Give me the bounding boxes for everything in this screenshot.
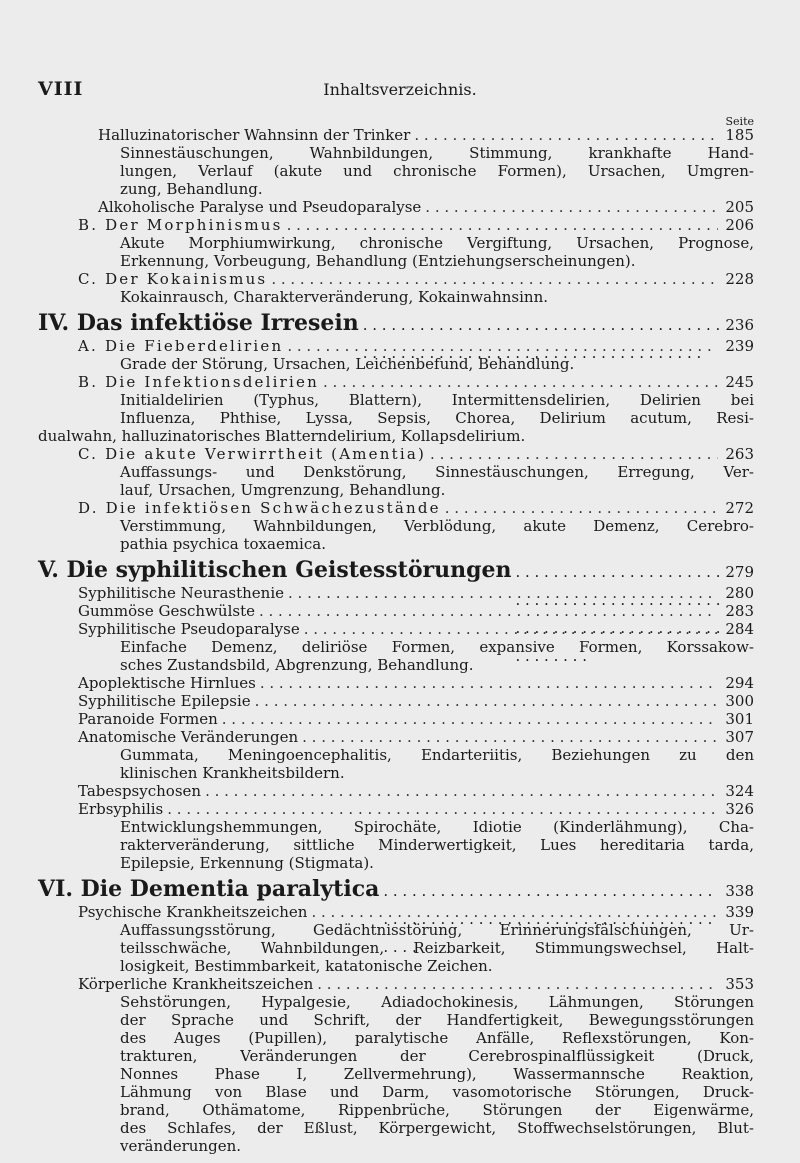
toc-entry — [38, 903, 754, 921]
entry-page: 245 — [725, 373, 754, 391]
description-line: des Auges (Pupillen), paralytische Anfälle, Reflexstörungen, Kon- — [120, 1029, 754, 1047]
description-line: des Schlafes, der Eßlust, Körpergewicht, Stoffwechselstörungen, Blut- — [120, 1119, 754, 1137]
leader-dots — [167, 800, 718, 818]
description-line: Epilepsie, Erkennung (Stigmata). — [120, 854, 374, 872]
leader-dots — [255, 692, 718, 710]
leader-dots — [323, 373, 718, 391]
entry-page: 339 — [725, 903, 754, 921]
entry-description — [38, 288, 754, 306]
entry-label: Apoplektische Hirnlues — [78, 674, 256, 692]
leader-dots — [205, 782, 718, 800]
entry-page: 324 — [725, 782, 754, 800]
leader-dots — [430, 445, 718, 463]
entry-page: 300 — [725, 692, 754, 710]
chapter-title: IV. Das infektiöse Irresein — [38, 310, 359, 336]
entry-description — [38, 993, 754, 1155]
entry-page: 301 — [725, 710, 754, 728]
entry-page: 205 — [725, 198, 754, 216]
leader-dots — [259, 602, 718, 620]
description-line: losigkeit, Bestimmbarkeit, katatonische Zeichen. — [120, 957, 493, 975]
entry-page: 228 — [725, 270, 754, 288]
entry-page: 283 — [725, 602, 754, 620]
entry-description — [38, 517, 754, 553]
entry-page: 272 — [725, 499, 754, 517]
description-line: Akute Morphiumwirkung, chronische Vergiftung, Ursachen, Prognose, — [120, 234, 754, 252]
page-number: VIII — [38, 78, 84, 100]
description-line: Initialdelirien (Typhus, Blattern), Intermittensdelirien, Delirien bei — [120, 391, 754, 409]
toc-entry — [38, 216, 754, 234]
toc-entry — [38, 602, 754, 620]
leader-dots — [288, 584, 718, 602]
entry-description — [38, 746, 754, 782]
entry-label: Syphilitische Pseudoparalyse — [78, 620, 300, 638]
entry-label: A. Die Fieberdelirien — [78, 337, 284, 355]
entry-label: Halluzinatorischer Wahnsinn der Trinker — [98, 126, 411, 144]
description-line: Gummata, Meningoencephalitis, Endarteriitis, Beziehungen zu den — [120, 746, 754, 764]
entry-page: 284 — [725, 620, 754, 638]
toc-entry — [38, 692, 754, 710]
toc-entry — [38, 373, 754, 391]
toc-entry — [38, 337, 754, 355]
entry-label: C. Die akute Verwirrtheit (Amentia) — [78, 445, 427, 463]
chapter-heading — [38, 875, 754, 903]
leader-dots — [287, 216, 718, 234]
entry-page: 294 — [725, 674, 754, 692]
chapter-heading — [38, 309, 754, 337]
description-line: Grade der Störung, Ursachen, Leichenbefund, Behandlung. — [120, 355, 575, 373]
description-line: lauf, Ursachen, Umgrenzung, Behandlung. — [120, 481, 446, 499]
entry-label: Gummöse Geschwülste — [78, 602, 255, 620]
chapter-heading — [38, 556, 754, 584]
entry-label: Alkoholische Paralyse und Pseudoparalyse — [98, 198, 422, 216]
description-line: Kokainrausch, Charakterveränderung, Kokainwahnsinn. — [120, 288, 548, 306]
toc-entry — [38, 975, 754, 993]
description-line: Sehstörungen, Hypalgesie, Adiadochokinesis, Lähmungen, Störungen — [120, 993, 754, 1011]
entry-label: C. Der Kokainismus — [78, 270, 268, 288]
entry-label: Paranoide Formen — [78, 710, 218, 728]
description-line: Verstimmung, Wahnbildungen, Verblödung, akute Demenz, Cerebro- — [120, 517, 754, 535]
toc-entry — [38, 620, 754, 638]
entry-description — [38, 921, 754, 975]
entry-label: B. Der Morphinismus — [78, 216, 283, 234]
chapter-page: 279 — [725, 563, 754, 581]
leader-dots — [260, 674, 718, 692]
entry-label: Körperliche Krankheitszeichen — [78, 975, 314, 993]
toc-entry — [38, 445, 754, 463]
running-header — [38, 78, 762, 104]
description-line: Lähmung von Blase und Darm, vasomotorische Störungen, Druck- — [120, 1083, 754, 1101]
header-title: Inhaltsverzeichnis. — [323, 80, 477, 99]
entry-page: 353 — [725, 975, 754, 993]
leader-dots — [317, 975, 718, 993]
description-line: Auffassungs- und Denkstörung, Sinnestäuschungen, Erregung, Ver- — [120, 463, 754, 481]
description-line: Influenza, Phthise, Lyssa, Sepsis, Chorea, Delirium acutum, Resi- — [120, 409, 754, 427]
toc-entry — [38, 499, 754, 517]
description-line: Einfache Demenz, deliriöse Formen, expansive Formen, Korssakow- — [120, 638, 754, 656]
entry-label: Syphilitische Epilepsie — [78, 692, 251, 710]
leader-dots — [302, 728, 718, 746]
table-of-contents — [38, 126, 754, 1155]
seite-label: Seite — [725, 115, 754, 128]
entry-label: B. Die Infektionsdelirien — [78, 373, 319, 391]
toc-entry — [38, 674, 754, 692]
description-line: zung, Behandlung. — [120, 180, 263, 198]
toc-entry — [38, 800, 754, 818]
chapter-page: 338 — [725, 882, 754, 900]
toc-entry — [38, 710, 754, 728]
description-line: klinischen Krankheitsbildern. — [120, 764, 345, 782]
chapter-title: VI. Die Dementia paralytica — [38, 876, 380, 902]
entry-page: 263 — [725, 445, 754, 463]
description-line: sches Zustandsbild, Abgrenzung, Behandlung. — [120, 656, 474, 674]
description-line: trakturen, Veränderungen der Cerebrospinalflüssigkeit (Druck, — [120, 1047, 754, 1065]
description-line: pathia psychica toxaemica. — [120, 535, 326, 553]
leader-dots — [445, 499, 718, 517]
description-line: rakterveränderung, sittliche Minderwertigkeit, Lues hereditaria tarda, — [120, 836, 754, 854]
toc-entry — [38, 198, 754, 216]
entry-description — [38, 144, 754, 198]
entry-label: Psychische Krankheitszeichen — [78, 903, 308, 921]
leader-dots — [311, 903, 718, 921]
entry-label: Tabespsychosen — [78, 782, 202, 800]
chapter-page: 236 — [725, 316, 754, 334]
entry-page: 185 — [725, 126, 754, 144]
toc-entry — [38, 728, 754, 746]
description-line: dualwahn, halluzinatorisches Blatterndelirium, Kollapsdelirium. — [38, 427, 526, 445]
leader-dots — [425, 198, 718, 216]
entry-description — [38, 234, 754, 270]
toc-entry — [38, 270, 754, 288]
toc-entry — [38, 782, 754, 800]
description-line: Auffassungsstörung, Gedächtnisstörung, Erinnerungsfälschungen, Ur- — [120, 921, 754, 939]
description-line: der Sprache und Schrift, der Handfertigkeit, Bewegungsstörungen — [120, 1011, 754, 1029]
chapter-title: V. Die syphilitischen Geistesstörungen — [38, 557, 512, 583]
description-line: teilsschwäche, Wahnbildungen, Reizbarkeit, Stimmungswechsel, Halt- — [120, 939, 754, 957]
description-line: brand, Othämatome, Rippenbrüche, Störungen der Eigenwärme, — [120, 1101, 754, 1119]
entry-description — [38, 818, 754, 872]
entry-label: Anatomische Veränderungen — [78, 728, 299, 746]
entry-label: D. Die infektiösen Schwächezustände — [78, 499, 441, 517]
entry-label: Syphilitische Neurasthenie — [78, 584, 285, 602]
entry-page: 280 — [725, 584, 754, 602]
entry-page: 307 — [725, 728, 754, 746]
entry-page: 326 — [725, 800, 754, 818]
description-line: veränderungen. — [120, 1137, 242, 1155]
entry-description — [38, 391, 754, 445]
entry-page: 206 — [725, 216, 754, 234]
leader-dots — [414, 126, 718, 144]
entry-description — [38, 463, 754, 499]
description-line: lungen, Verlauf (akute und chronische Formen), Ursachen, Umgren- — [120, 162, 754, 180]
description-line: Entwicklungshemmungen, Spirochäte, Idiotie (Kinderlähmung), Cha- — [120, 818, 754, 836]
description-line: Erkennung, Vorbeugung, Behandlung (Entziehungserscheinungen). — [120, 252, 636, 270]
leader-dots — [304, 620, 718, 638]
leader-dots — [222, 710, 718, 728]
toc-entry — [38, 584, 754, 602]
description-line: Sinnestäuschungen, Wahnbildungen, Stimmung, krankhafte Hand- — [120, 144, 754, 162]
leader-dots — [271, 270, 718, 288]
leader-dots — [287, 337, 718, 355]
toc-entry — [38, 126, 754, 144]
entry-label: Erbsyphilis — [78, 800, 164, 818]
description-line: Nonnes Phase I, Zellvermehrung), Wassermannsche Reaktion, — [120, 1065, 754, 1083]
entry-page: 239 — [725, 337, 754, 355]
